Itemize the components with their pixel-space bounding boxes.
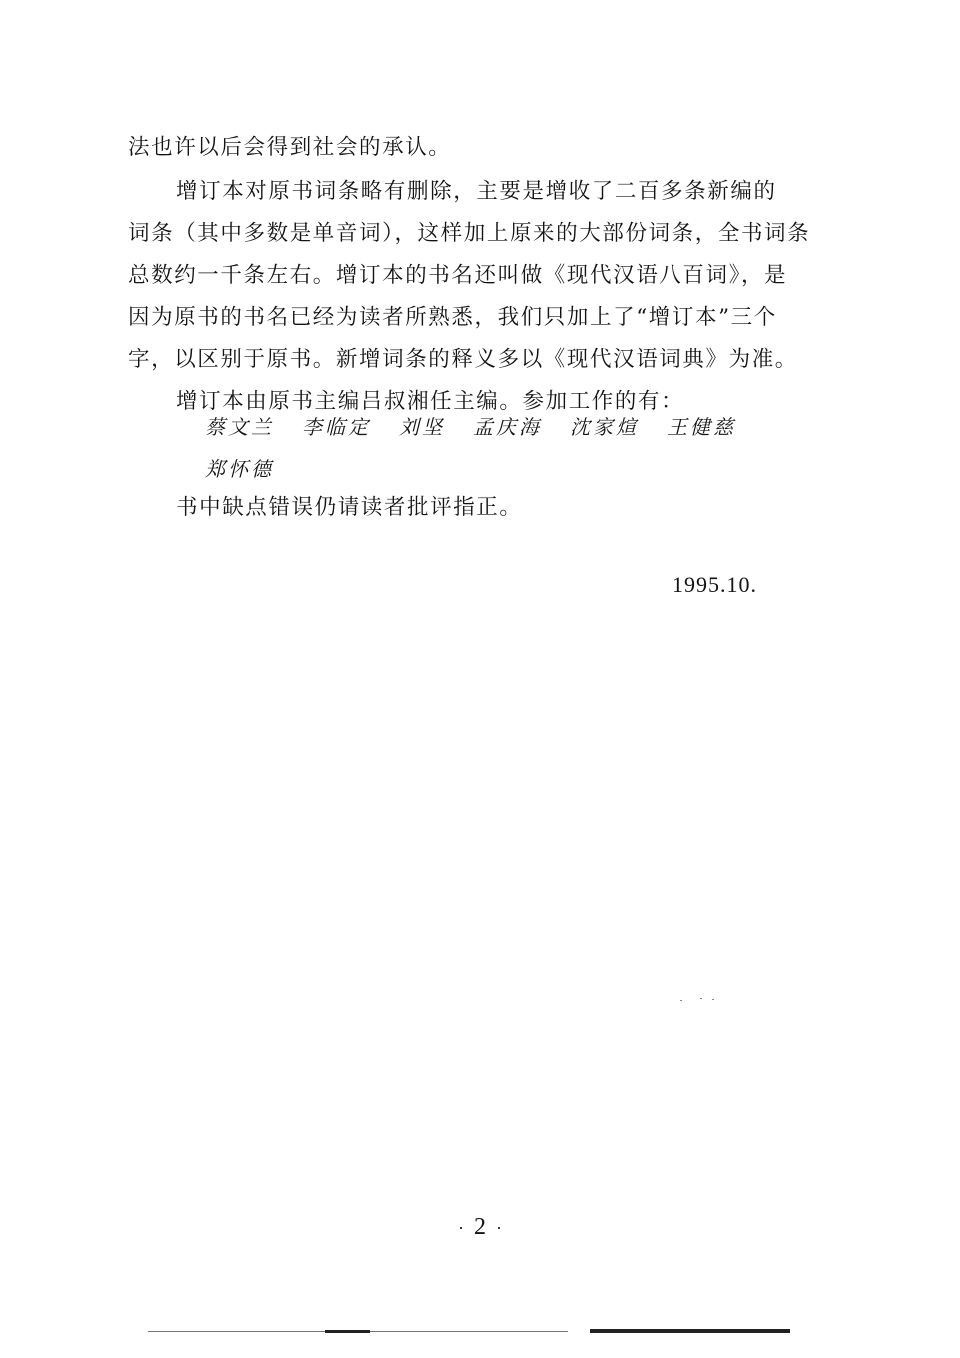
contributor-name: 郑怀德 xyxy=(205,457,274,481)
scan-speck xyxy=(680,1000,682,1001)
page-number-dot: · xyxy=(496,1217,502,1238)
closing-line: 书中缺点错误仍请读者批评指正。 xyxy=(176,495,523,520)
contributor-name: 孟庆海 xyxy=(473,415,542,439)
contributor-name: 蔡文兰 xyxy=(205,415,274,439)
contributor-name: 刘坚 xyxy=(399,415,445,439)
date: 1995.10. xyxy=(672,572,757,597)
contributor-name: 王健慈 xyxy=(667,415,736,439)
page-number xyxy=(0,1214,960,1241)
contributor-list xyxy=(205,414,764,440)
paragraph-line: 增订本对原书词条略有删除，主要是增收了二百多条新编的 xyxy=(176,179,777,204)
page-number-value: 2 xyxy=(474,1214,486,1240)
contributor-name: 李临定 xyxy=(302,415,371,439)
scan-speck xyxy=(712,999,714,1000)
paragraph-line: 增订本由原书主编吕叔湘任主编。参加工作的有： xyxy=(176,389,685,414)
paragraph-line: 因为原书的书名已经为读者所熟悉，我们只加上了“增订本”三个 xyxy=(128,305,777,330)
scan-artifact xyxy=(325,1330,370,1333)
paragraph-line: 总数约一千条左右。增订本的书名还叫做《现代汉语八百词》，是 xyxy=(128,263,788,288)
paragraph-line: 词条（其中多数是单音词），这样加上原来的大部份词条，全书词条 xyxy=(128,221,811,246)
paragraph-line: 字，以区别于原书。新增词条的释义多以《现代汉语词典》为准。 xyxy=(128,347,798,372)
contributor-name: 沈家煊 xyxy=(570,415,639,439)
paragraph-line: 法也许以后会得到社会的承认。 xyxy=(128,135,452,160)
contributor-list-continued xyxy=(205,456,302,482)
page-number-dot: · xyxy=(458,1217,464,1238)
scan-artifact xyxy=(590,1329,790,1333)
scan-speck xyxy=(700,998,702,999)
